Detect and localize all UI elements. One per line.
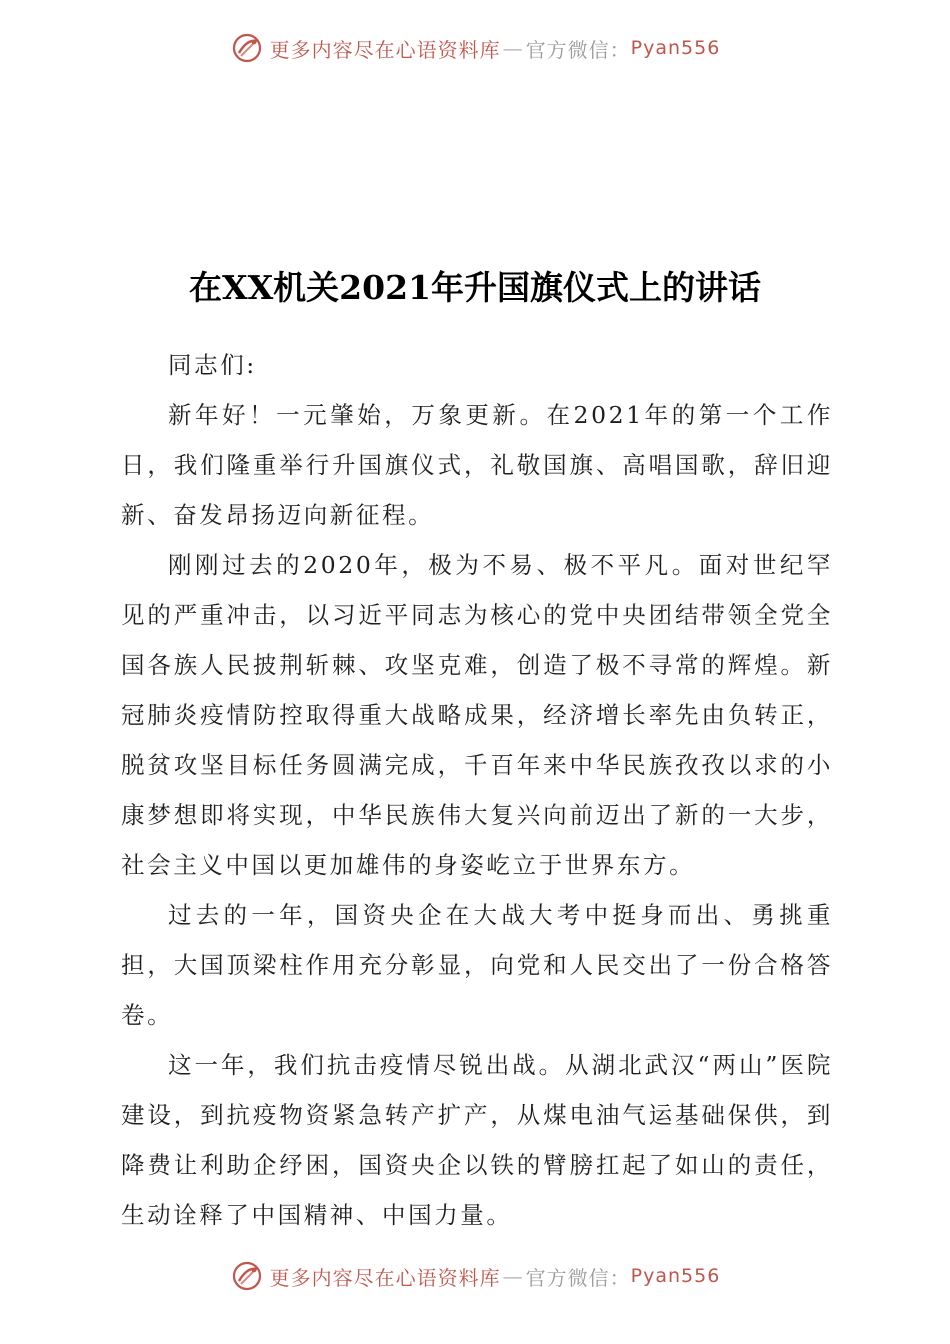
document-body: [121, 340, 833, 1240]
footer-watermark: [0, 1256, 950, 1296]
header-watermark: [0, 28, 950, 68]
brand-logo-icon: [230, 1259, 264, 1293]
watermark-dash: —: [502, 1264, 524, 1288]
watermark-main-text: 更多内容尽在心语资料库: [269, 37, 501, 62]
paragraph-3: 过去的一年，国资央企在大战大考中挺身而出、勇挑重担，大国顶梁柱作用充分彰显，向党和人民交出了一份合格答卷。: [121, 901, 833, 1029]
watermark-main-text: 更多内容尽在心语资料库: [269, 1265, 501, 1290]
document-title: 在XX机关2021年升国旗仪式上的讲话: [188, 268, 762, 307]
watermark-dash: —: [502, 36, 524, 60]
watermark-sub-text: 官方微信：: [525, 37, 631, 62]
salutation: 同志们:: [168, 351, 257, 379]
paragraph-4: 这一年，我们抗击疫情尽锐出战。从湖北武汉“两山”医院建设，到抗疫物资紧急转产扩产，从煤电油气运基础保供，到降费让利助企纾困，国资央企以铁的臂膀扛起了如山的责任，生动诠释了中国精神、中国力量。: [121, 1051, 833, 1229]
brand-logo-icon: [230, 31, 264, 65]
watermark-sub-text: 官方微信：: [525, 1265, 631, 1290]
paragraph-2: 刚刚过去的2020年，极为不易、极不平凡。面对世纪罕见的严重冲击，以习近平同志为核心的党中央团结带领全党全国各族人民披荆斩棘、攻坚克难，创造了极不寻常的辉煌。新冠肺炎疫情防控取得重大战略成果，经济增长率先由负转正，脱贫攻坚目标任务圆满完成，千百年来中华民族孜孜以求的小康梦想即将实现，中华民族伟大复兴向前迈出了新的一大步，社会主义中国以更加雄伟的身姿屹立于世界东方。: [121, 551, 833, 879]
watermark-wechat-id: Pyan556: [630, 37, 721, 59]
paragraph-1: 新年好！一元肇始，万象更新。在2021年的第一个工作日，我们隆重举行升国旗仪式，礼敬国旗、高唱国歌，辞旧迎新、奋发昂扬迈向新征程。: [121, 401, 833, 529]
watermark-wechat-id: Pyan556: [630, 1265, 721, 1287]
